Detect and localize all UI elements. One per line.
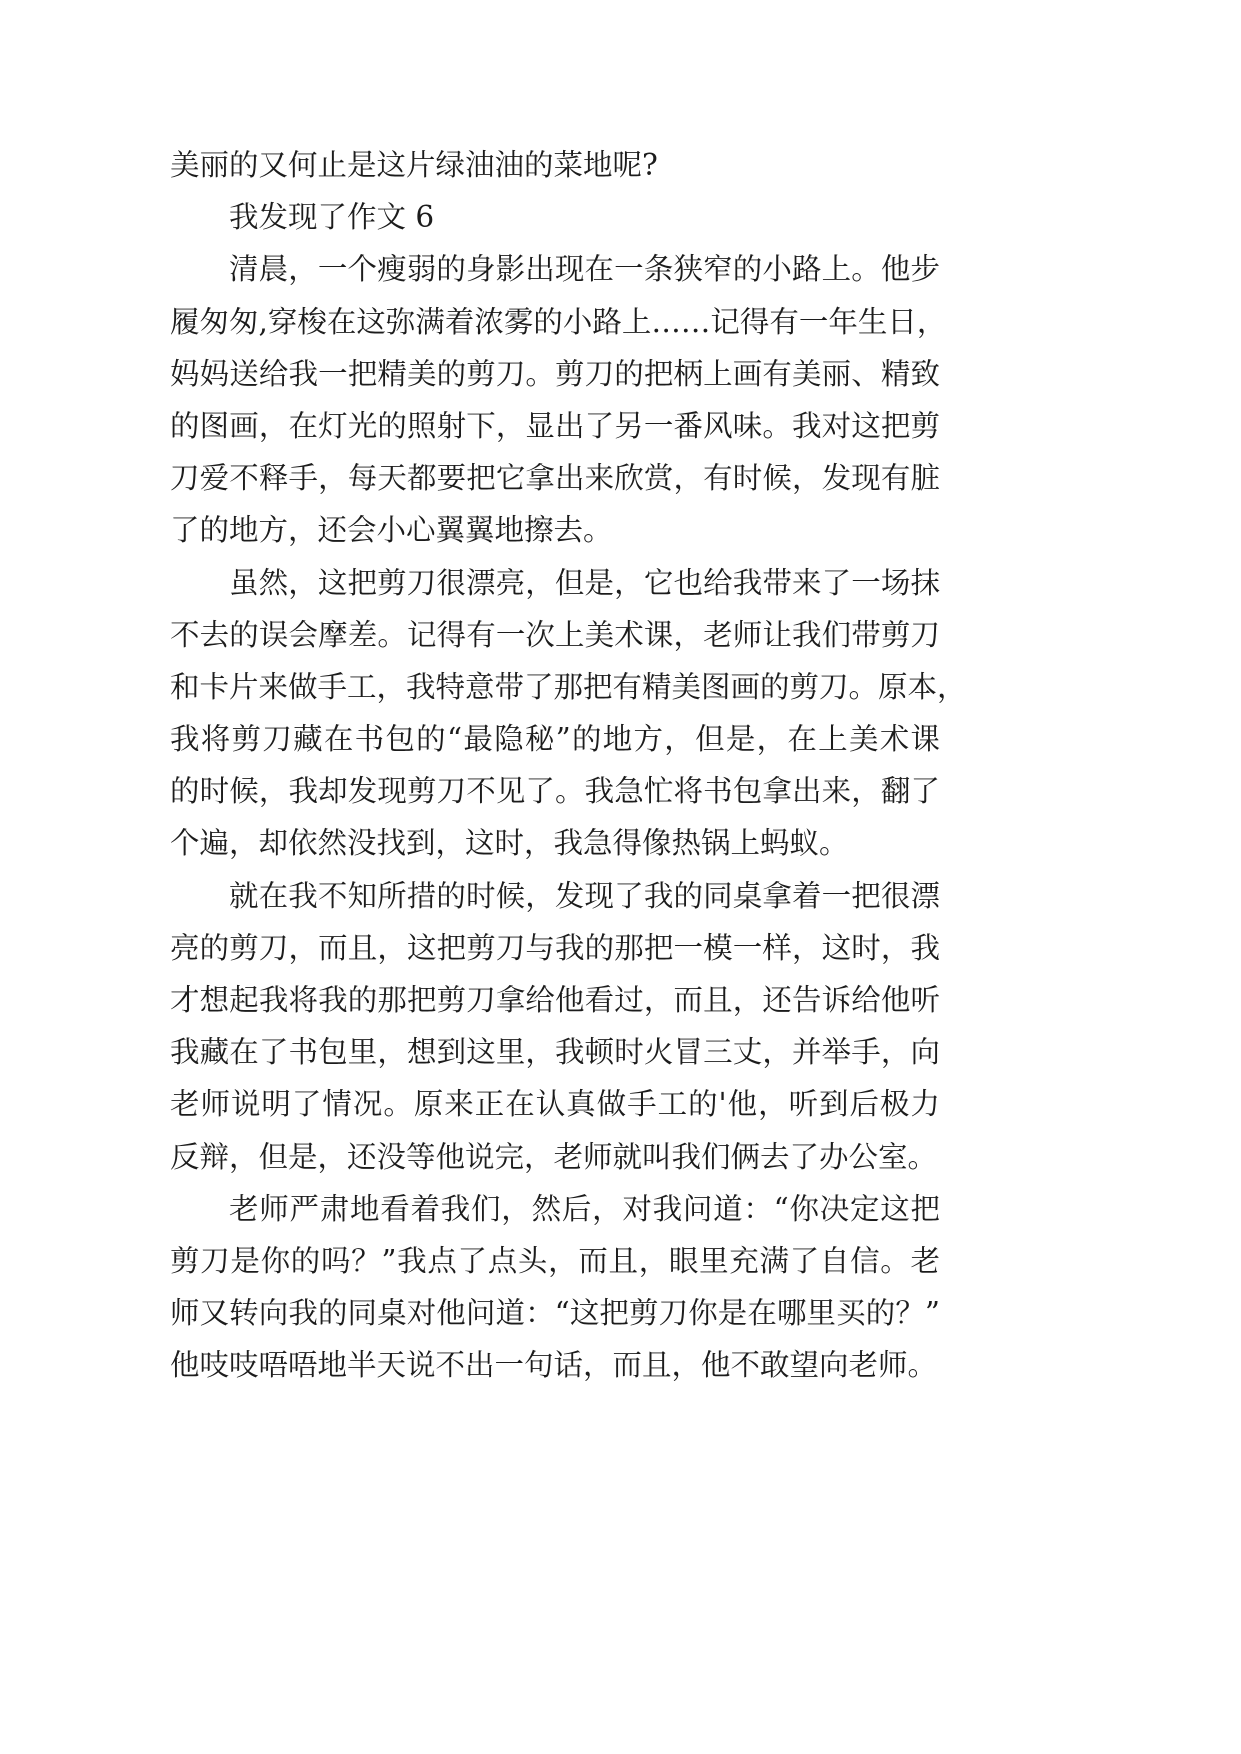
text-line: 反辩，但是，还没等他说完，老师就叫我们俩去了办公室。 (170, 1139, 938, 1174)
text-line: 我藏在了书包里，想到这里，我顿时火冒三丈，并举手，向 (170, 1035, 940, 1070)
text-line: 他吱吱唔唔地半天说不出一句话，而且，他不敢望向老师。 (170, 1348, 938, 1383)
body-text (170, 139, 967, 1392)
text-line: 履匆匆,穿梭在这弥满着浓雾的小路上……记得有一年生日， (170, 304, 947, 339)
text-line: 老师说明了情况。原来正在认真做手工的'他，听到后极力 (170, 1087, 940, 1122)
text-line: 师又转向我的同桌对他问道：“这把剪刀你是在哪里买的？” (170, 1296, 940, 1331)
paragraph (170, 557, 967, 870)
text-line: 老师严肃地看着我们，然后，对我问道：“你决定这把 (229, 1191, 940, 1226)
text-line: 剪刀是你的吗？”我点了点头，而且，眼里充满了自信。老 (170, 1243, 940, 1278)
text-line: 的图画，在灯光的照射下，显出了另一番风味。我对这把剪 (170, 408, 940, 443)
text-line: 不去的误会摩差。记得有一次上美术课，老师让我们带剪刀 (170, 617, 940, 652)
paragraph (170, 1183, 940, 1392)
text-line: 才想起我将我的那把剪刀拿给他看过，而且，还告诉给他听 (170, 983, 940, 1017)
text-line: 的时候，我却发现剪刀不见了。我急忙将书包拿出来，翻了 (170, 774, 940, 809)
text-line: 清晨，一个瘦弱的身影出现在一条狭窄的小路上。他步 (229, 252, 940, 287)
essay-title: 我发现了作文 6 (229, 200, 435, 235)
text-line: 就在我不知所措的时候，发现了我的同桌拿着一把很漂 (229, 878, 940, 913)
previous-paragraph-end: 美丽的又何止是这片绿油油的菜地呢? (170, 148, 658, 182)
paragraph (170, 243, 947, 556)
text-line: 妈妈送给我一把精美的剪刀。剪刀的把柄上画有美丽、精致 (170, 356, 940, 391)
text-line: 个遍，却依然没找到，这时，我急得像热锅上蚂蚁。 (170, 826, 849, 861)
text-line: 虽然，这把剪刀很漂亮，但是，它也给我带来了一场抹 (229, 565, 940, 600)
text-line: 我将剪刀藏在书包的“最隐秘”的地方，但是，在上美术课 (170, 722, 940, 757)
text-line: 了的地方，还会小心翼翼地擦去。 (170, 513, 613, 548)
text-line: 刀爱不释手，每天都要把它拿出来欣赏，有时候，发现有脏 (170, 461, 940, 496)
text-line: 亮的剪刀，而且，这把剪刀与我的那把一模一样，这时，我 (170, 930, 940, 965)
paragraph (170, 870, 940, 1183)
text-line: 和卡片来做手工，我特意带了那把有精美图画的剪刀。原本， (170, 669, 967, 704)
